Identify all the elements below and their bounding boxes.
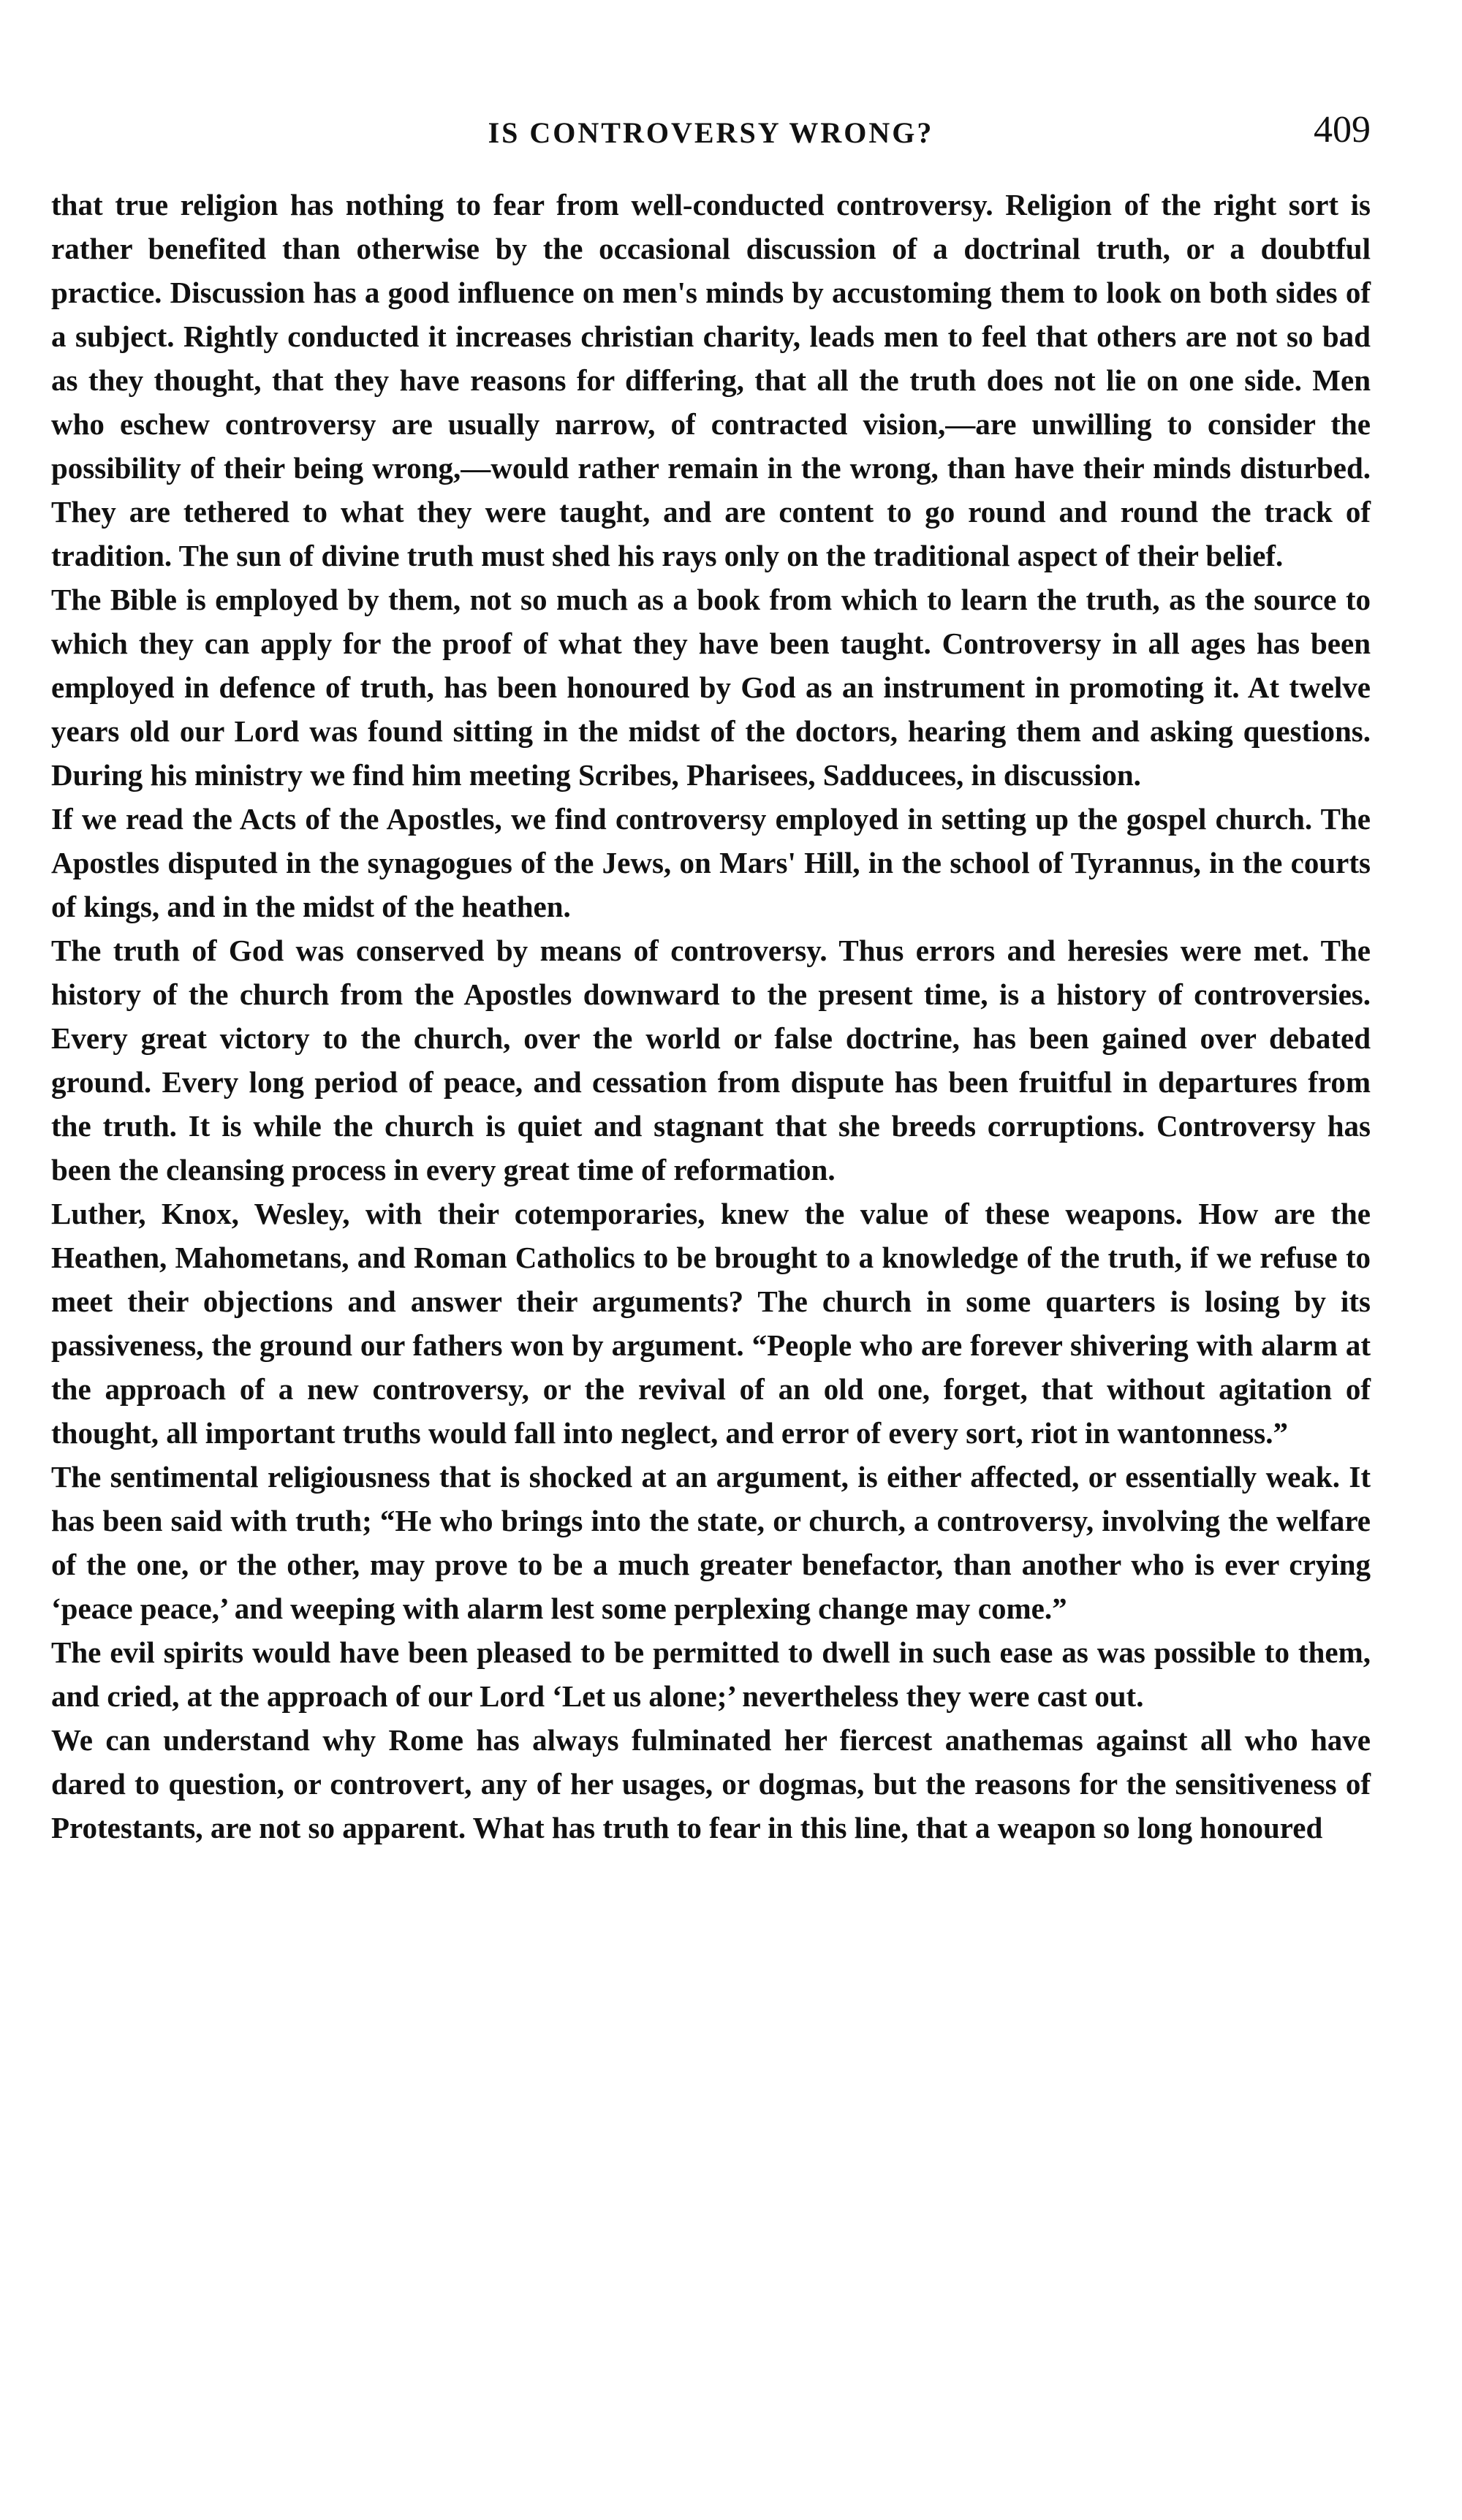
paragraph-4: The truth of God was conserved by means of controversy. Thus errors and heresies were met. The history of the church from the Apostles downward to the present time, is a history of controversies. Every great victory to the church, over the world or false doctrine, has been gained over debated ground. Every long period of peace, and cessation from dispute has been fruitful in departures from the truth. It is while the church is quiet and stagnant that she breeds corruptions. Controversy has been the cleansing process in every great time of reformation. — [51, 934, 1371, 1187]
paragraph-3: If we read the Acts of the Apostles, we find controversy employed in setting up the gospel church. The Apostles disputed in the synagogues of the Jews, on Mars' Hill, in the school of Tyrannus, in the courts of kings, and in the midst of the heathen. — [51, 802, 1371, 923]
paragraph-2: The Bible is employed by them, not so much as a book from which to learn the truth, as the source to which they can apply for the proof of what they have been taught. Controversy in all ages has been employed in defence of truth, has been honoured by God as an instrument in promoting it. At twelve years old our Lord was found sitting in the midst of the doctors, hearing them and asking questions. During his ministry we find him meeting Scribes, Pharisees, Sadducees, in discussion. — [51, 583, 1371, 792]
paragraph-7: The evil spirits would have been pleased to be permitted to dwell in such ease as was possible to them, and cried, at the approach of our Lord ‘Let us alone;’ nevertheless they were cast out. — [51, 1635, 1371, 1713]
paragraph-1: that true religion has nothing to fear from well-conducted controversy. Religion of the right sort is rather benefited than otherwise by the occasional discussion of a doctrinal truth, or a doubtful practice. Discussion has a good influence on men's minds by accustoming them to look on both sides of a subject. Rightly conducted it increases christian charity, leads men to feel that others are not so bad as they thought, that they have reasons for differing, that all the truth does not lie on one side. Men who eschew controversy are usually narrow, of contracted vision,—are unwilling to consider the possibility of their being wrong,—would rather remain in the wrong, than have their minds disturbed. They are tethered to what they were taught, and are content to go round and round the track of tradition. The sun of divine truth must shed his rays only on the traditional aspect of their belief. — [51, 188, 1371, 572]
body-text — [51, 183, 1371, 1850]
paragraph-8: We can understand why Rome has always fulminated her fiercest anathemas against all who have dared to question, or controvert, any of her usages, or dogmas, but the reasons for the sensitiveness of Protestants, are not so apparent. What has truth to fear in this line, that a weapon so long honoured — [51, 1723, 1371, 1844]
paragraph-5: Luther, Knox, Wesley, with their cotemporaries, knew the value of these weapons. How are the Heathen, Mahometans, and Roman Catholics to be brought to a knowledge of the truth, if we refuse to meet their objections and answer their arguments? The church in some quarters is losing by its passiveness, the ground our fathers won by argument. “People who are forever shivering with alarm at the approach of a new controversy, or the revival of an old one, forget, that without agitation of thought, all important truths would fall into neglect, and error of every sort, riot in wantonness.” — [51, 1197, 1371, 1450]
running-head — [51, 108, 1371, 159]
running-title: IS CONTROVERSY WRONG? — [488, 116, 934, 149]
paragraph-6: The sentimental religiousness that is shocked at an argument, is either affected, or essentially weak. It has been said with truth; “He who brings into the state, or church, a controversy, involving the welfare of the one, or the other, may prove to be a much greater benefactor, than another who is ever crying ‘peace peace,’ and weeping with alarm lest some perplexing change may come.” — [51, 1460, 1371, 1625]
page-number: 409 — [1314, 109, 1371, 151]
